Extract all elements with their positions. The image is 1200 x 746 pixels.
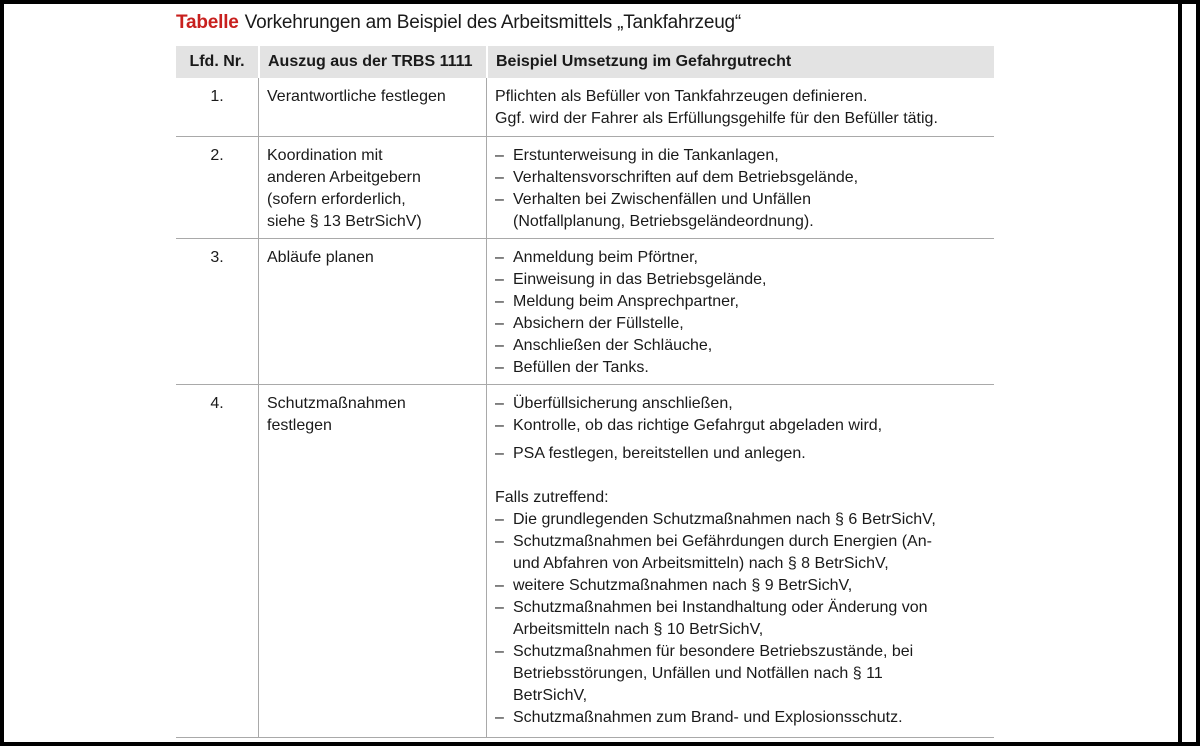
auszug-line: siehe § 13 BetrSichV) [267,213,422,230]
list-item: – weitere Schutzmaßnahmen nach § 9 BetrSichV, [495,577,853,594]
table-row [176,137,994,239]
precautions-table [176,46,994,738]
table-caption [176,12,741,34]
row-umsetzung [486,239,994,384]
list-item: – Erstunterweisung in die Tankanlagen, [495,147,779,164]
list-item: – Anmeldung beim Pförtner, [495,249,698,266]
auszug-line: (sofern erforderlich, [267,191,406,208]
list-item: – Schutzmaßnahmen bei Gefährdungen durch Energien (An- [495,533,932,550]
auszug-line: Verantwortliche festlegen [267,88,446,105]
row-auszug [258,239,486,384]
table-header-row [176,46,994,78]
list-item-continuation: und Abfahren von Arbeitsmitteln) nach § 8 BetrSichV, [513,555,889,572]
caption-title: Vorkehrungen am Beispiel des Arbeitsmittels „Tankfahrzeug“ [244,12,742,33]
list-item: – Schutzmaßnahmen für besondere Betriebszustände, bei [495,643,914,660]
table-row [176,78,994,137]
row-umsetzung [486,137,994,238]
row-number: 2. [210,147,224,164]
list-item-continuation: (Notfallplanung, Betriebsgeländeordnung). [513,213,814,230]
list-item: – Die grundlegenden Schutzmaßnahmen nach § 6 BetrSichV, [495,511,936,528]
caption-label: Tabelle [176,12,239,33]
list-item: – Überfüllsicherung anschließen, [495,395,733,412]
table-row [176,385,994,738]
row-number: 4. [210,395,224,412]
list-item: – Anschließen der Schläuche, [495,337,713,354]
spacer [495,465,994,487]
auszug-line: Koordination mit [267,147,383,164]
list-item: – Einweisung in das Betriebsgelände, [495,271,767,288]
row-number: 1. [210,88,224,105]
header-umsetzung: Beispiel Umsetzung im Gefahrgutrecht [486,46,994,78]
row-auszug [258,385,486,737]
list-item-continuation: Betriebsstörungen, Unfällen und Notfällen nach § 11 [513,665,883,682]
list-item-continuation: Arbeitsmitteln nach § 10 BetrSichV, [513,621,764,638]
auszug-line: Schutzmaßnahmen [267,395,406,412]
auszug-line: Abläufe planen [267,249,374,266]
list-item: – Schutzmaßnahmen zum Brand- und Explosionsschutz. [495,709,903,726]
umsetzung-line: Ggf. wird der Fahrer als Erfüllungsgehilfe für den Befüller tätig. [495,110,938,127]
right-margin-rule [1178,0,1182,746]
header-lfd-nr: Lfd. Nr. [189,53,245,70]
falls-zutreffend-label: Falls zutreffend: [495,489,609,506]
list-item: – Schutzmaßnahmen bei Instandhaltung oder Änderung von [495,599,928,616]
row-number: 3. [210,249,224,266]
row-auszug [258,137,486,238]
list-item: – Befüllen der Tanks. [495,359,649,376]
auszug-line: anderen Arbeitgebern [267,169,421,186]
list-item: – Verhaltensvorschriften auf dem Betriebsgelände, [495,169,859,186]
header-auszug: Auszug aus der TRBS 1111 [258,46,486,78]
row-umsetzung [486,78,994,136]
auszug-line: festlegen [267,417,332,434]
list-item: – Absichern der Füllstelle, [495,315,684,332]
list-item: – Kontrolle, ob das richtige Gefahrgut abgeladen wird, [495,417,883,434]
list-item: – Verhalten bei Zwischenfällen und Unfällen [495,191,811,208]
umsetzung-line: Pflichten als Befüller von Tankfahrzeugen definieren. [495,88,868,105]
row-auszug [258,78,486,136]
list-item-continuation: BetrSichV, [513,687,588,704]
row-umsetzung [486,385,994,737]
list-item: – PSA festlegen, bereitstellen und anlegen. [495,445,806,462]
table-row [176,239,994,385]
list-item: – Meldung beim Ansprechpartner, [495,293,739,310]
